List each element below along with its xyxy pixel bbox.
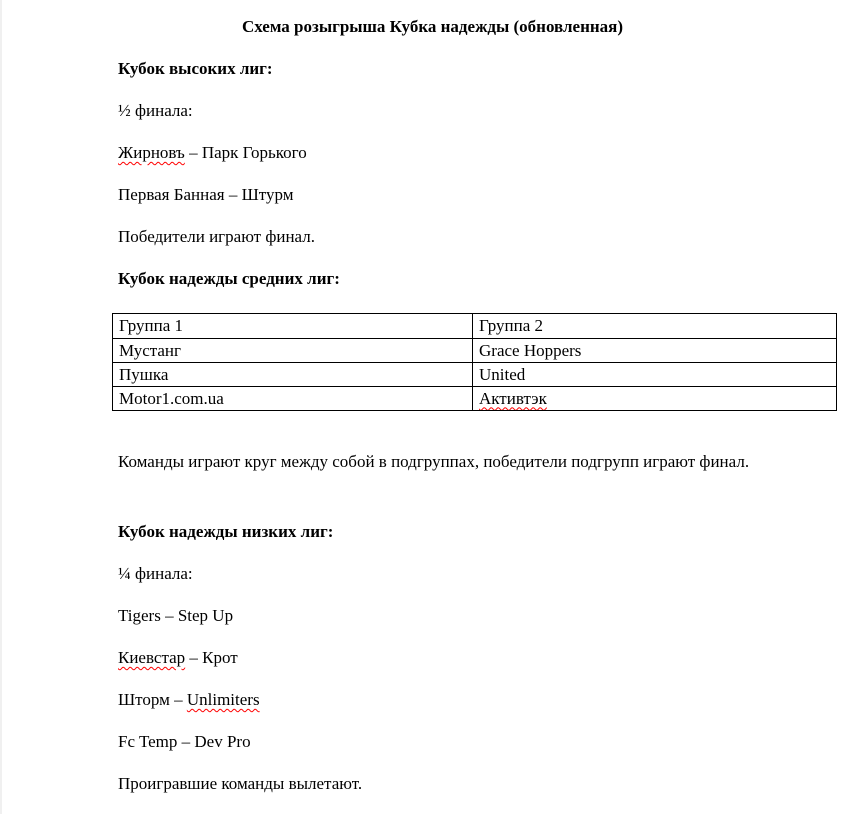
- stage-label-quarterfinal: ¼ финала:: [118, 564, 193, 583]
- table-cell: [473, 387, 837, 411]
- team-name-misspelled: Активтэк: [479, 388, 547, 408]
- table-cell: Пушка: [113, 363, 473, 387]
- team-name-misspelled: Киевстар: [118, 648, 186, 667]
- team-name: Шторм: [118, 690, 170, 709]
- team-name-misspelled: Unlimiters: [186, 690, 260, 709]
- note-low-league: Проигравшие команды вылетают.: [118, 774, 363, 793]
- match-line: [118, 687, 260, 713]
- table-cell: Мустанг: [113, 339, 473, 363]
- document-title: Схема розыгрыша Кубка надежды (обновленная): [241, 17, 624, 36]
- heading-high-league: Кубок высоких лиг:: [118, 59, 273, 78]
- team-name-misspelled: Жирновъ: [118, 143, 185, 162]
- table-cell: Motor1.com.ua: [113, 387, 473, 411]
- match-separator: –: [169, 690, 187, 709]
- table-row: [113, 363, 837, 387]
- table-header-cell: Группа 2: [473, 314, 837, 339]
- groups-table: [112, 313, 837, 411]
- table-row: [113, 339, 837, 363]
- match-separator: –: [184, 143, 202, 162]
- note-high-league: Победители играют финал.: [118, 227, 315, 246]
- table-cell: Grace Hoppers: [473, 339, 837, 363]
- heading-low-league: Кубок надежды низких лиг:: [118, 522, 334, 541]
- match-line: [118, 140, 307, 166]
- table-header-row: [113, 314, 837, 339]
- note-middle-league: Команды играют круг между собой в подгруппах, победители подгрупп играют финал.: [118, 452, 750, 471]
- match-line: [118, 645, 238, 671]
- table-cell: United: [473, 363, 837, 387]
- table-row: [113, 387, 837, 411]
- table-header-cell: Группа 1: [113, 314, 473, 339]
- match-separator: –: [185, 648, 203, 667]
- heading-middle-league: Кубок надежды средних лиг:: [118, 269, 340, 288]
- match-line: Первая Банная – Штурм: [118, 185, 294, 204]
- team-name: Крот: [202, 648, 238, 667]
- match-line: Tigers – Step Up: [118, 606, 234, 625]
- team-name: Парк Горького: [201, 143, 307, 162]
- page-left-edge: [0, 0, 2, 814]
- match-line: Fc Temp – Dev Pro: [118, 732, 251, 751]
- stage-label-semifinal: ½ финала:: [118, 101, 193, 120]
